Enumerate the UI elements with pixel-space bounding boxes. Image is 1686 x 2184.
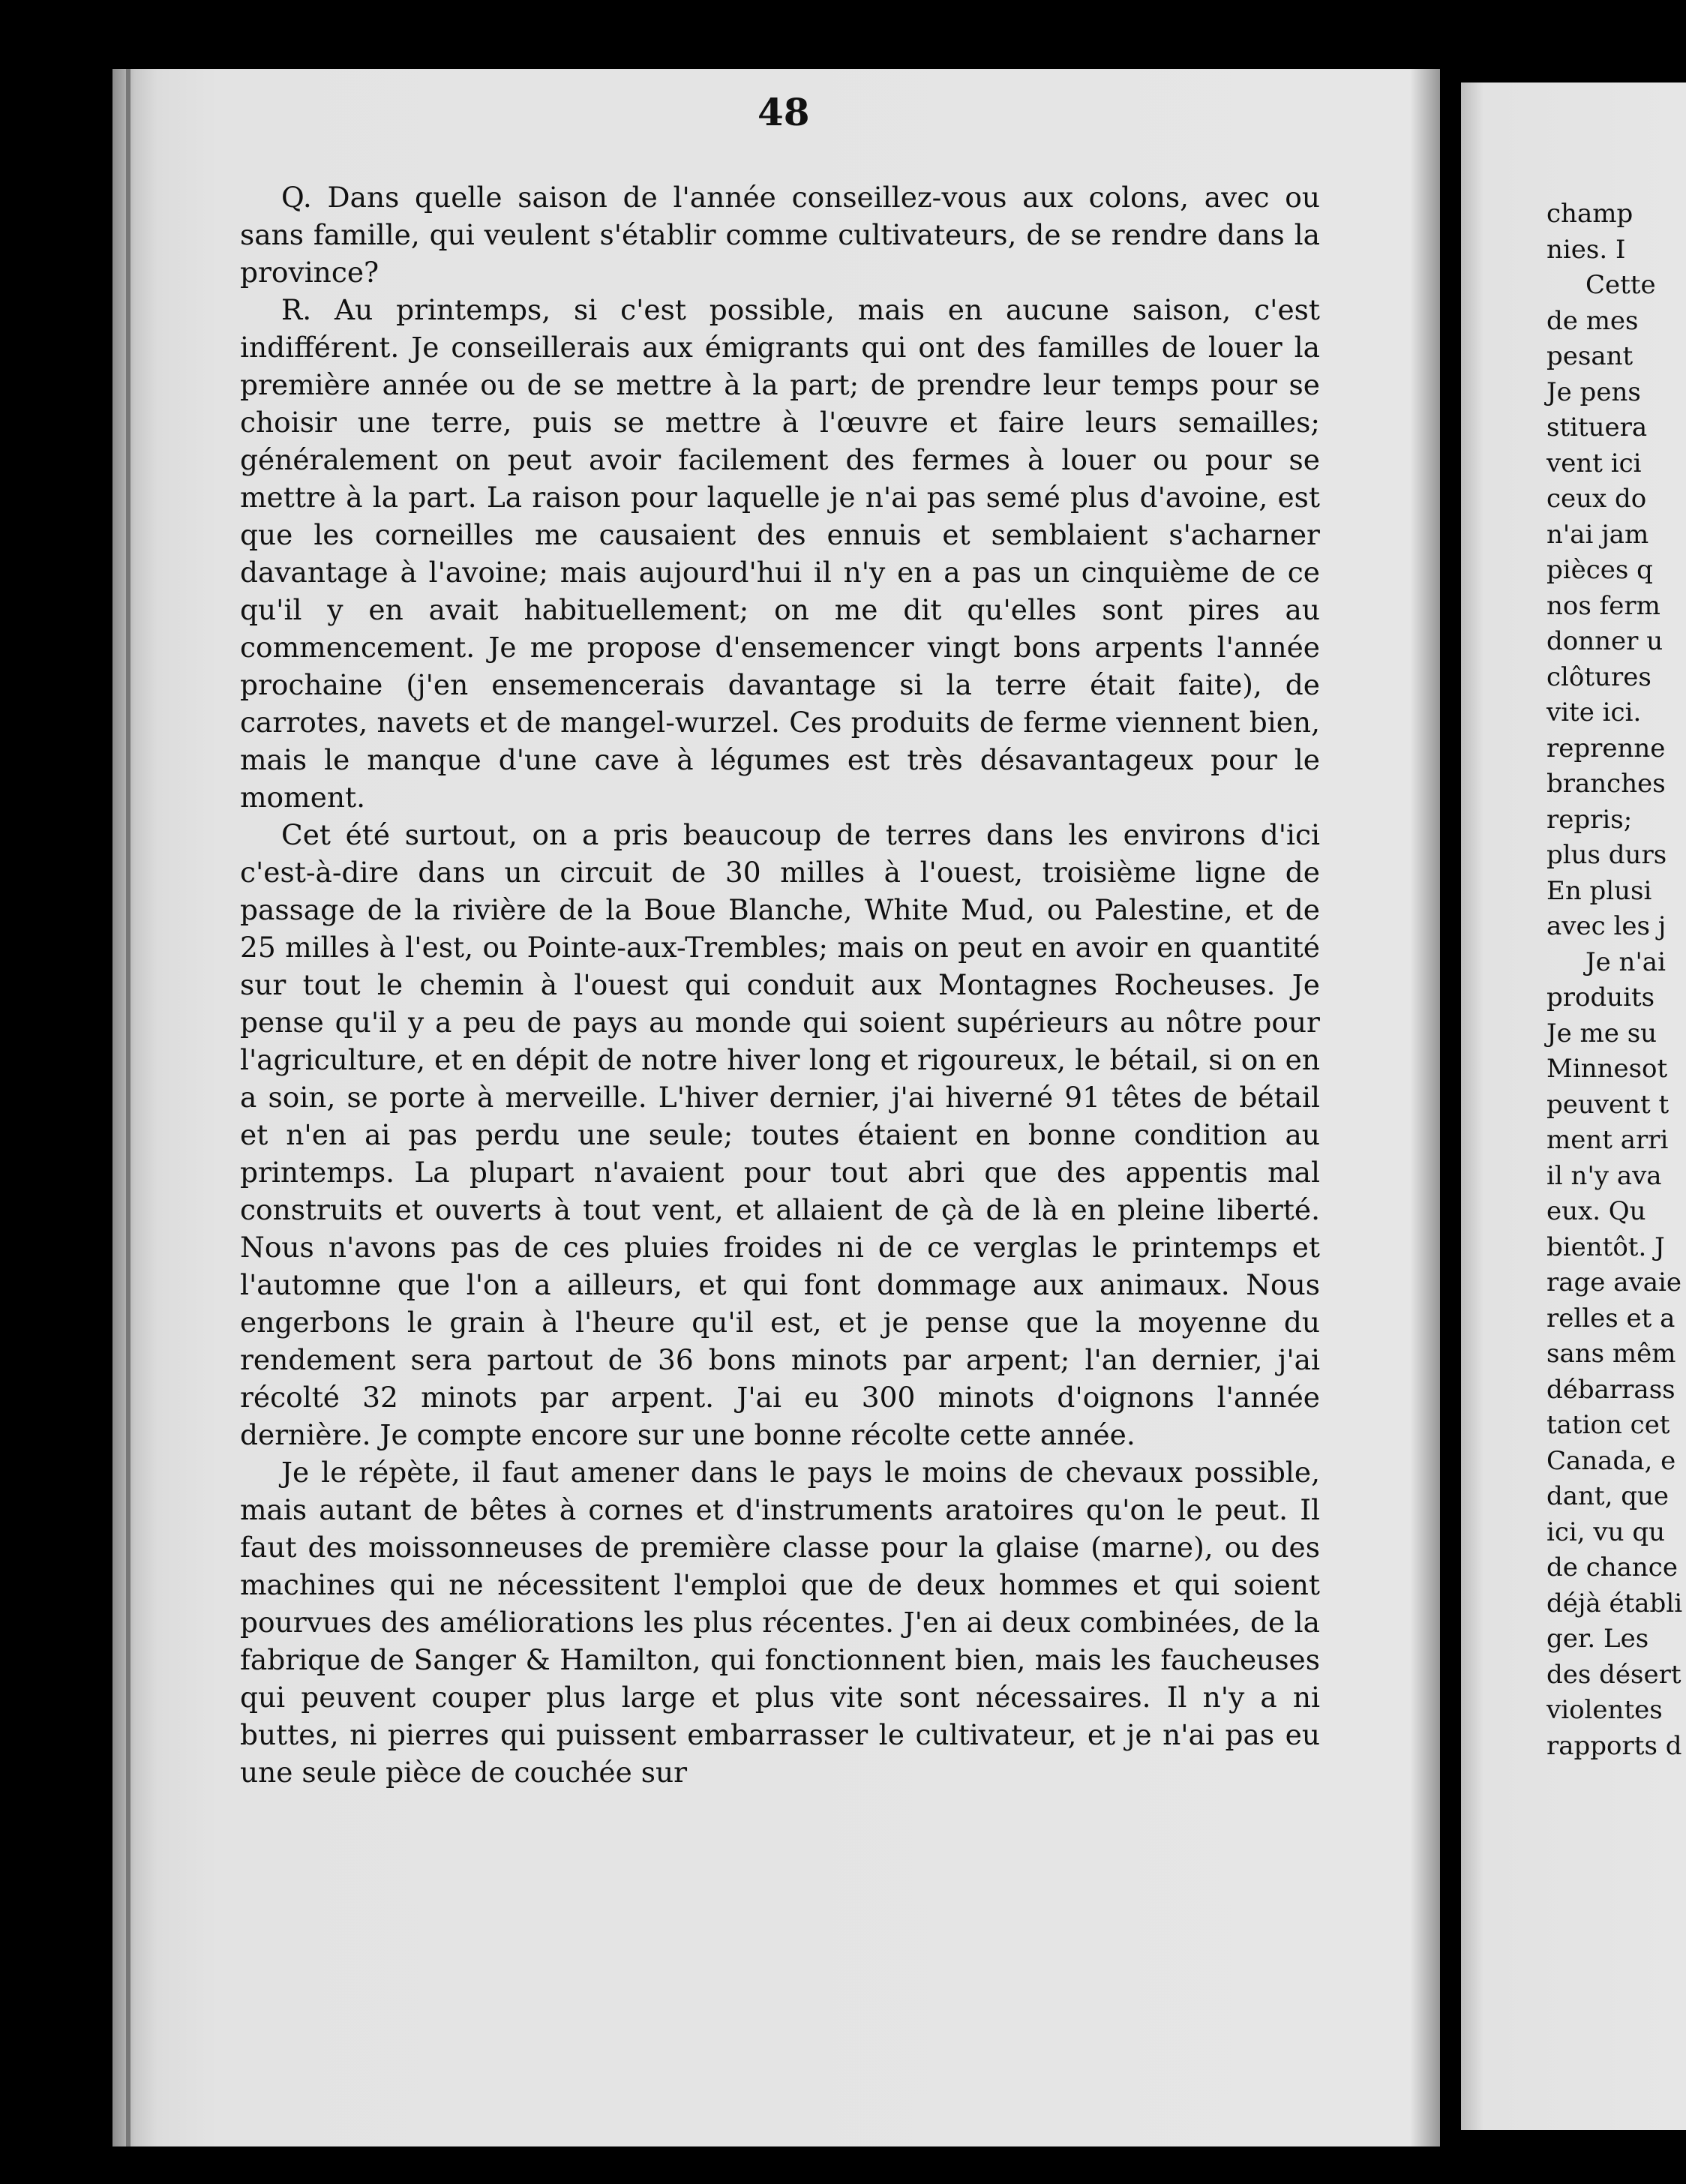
right-page-line: vite ici. xyxy=(1546,698,1642,728)
right-page-line: ici, vu qu xyxy=(1546,1516,1665,1547)
right-page-line: branches xyxy=(1546,769,1666,799)
right-page-line: dant, que xyxy=(1546,1481,1669,1511)
paragraph: Cet été surtout, on a pris beaucoup de terres dans les environs d'ici c'est-à-dire dans un circuit de 30 milles à l'ouest, troisième ligne de passage de la rivière de la Boue Blanche, White Mud, ou Palestine, et de 25 milles à l'est, ou Pointe-aux-Trembles; mais on peut en avoir en quantité sur tout le chemin à l'ouest qui conduit aux Montagnes Rocheuses. Je pense qu'il y a peu de pays au monde qui soient supérieurs au nôtre pour l'agriculture, et en dépit de notre hiver long et rigoureux, le bétail, si on en a soin, se porte à merveille. L'hiver dernier, j'ai hiverné 91 têtes de bétail et n'en ai pas perdu une seule; toutes étaient en bonne condition au printemps. La plupart n'avaient pour tout abri que des appentis mal construits et ouverts à tout vent, et allaient de çà de là en pleine liberté. Nous n'avons pas de ces pluies froides ni de ce verglas le printemps et l'automne que l'on a ailleurs, et qui font dommage aux animaux. Nous engerbons le grain à l'heure qu'il est, et je pense que la moyenne du rendement sera partout de 36 bons minots par arpent; l'an dernier, j'ai récolté 32 minots par arpent. J'ai eu 300 minots d'oignons l'année dernière. Je compte encore sur une bonne récolte cette année. xyxy=(240,818,1320,1451)
right-page-line: plus durs xyxy=(1546,840,1667,870)
right-page-line: sans mêm xyxy=(1546,1339,1676,1369)
right-page-line: rage avaie xyxy=(1546,1268,1682,1298)
right-page-line: En plusi xyxy=(1546,875,1652,906)
right-page-line: pesant xyxy=(1546,341,1634,371)
right-page-line: peuvent t xyxy=(1546,1089,1670,1120)
right-page-line: repris; xyxy=(1546,804,1633,835)
right-page-line: donner u xyxy=(1546,626,1664,656)
right-page-line: Je n'ai xyxy=(1586,946,1666,977)
right-page-line: n'ai jam xyxy=(1546,519,1649,550)
paragraph: Je le répète, il faut amener dans le pays le moins de chevaux possible, mais autant de bêtes à cornes et d'instruments aratoires qu'on le peut. Il faut des moissonneuses de première classe pour la glaise (marne), ou des machines qui ne nécessitent l'emploi que de deux hommes et qui soient pourvues des améliorations les plus récentes. J'en ai deux combinées, de la fabrique de Sanger & Hamilton, qui fonctionnent bien, mais les faucheuses qui peuvent couper plus large et plus vite sont nécessaires. Il n'y a ni buttes, ni pierres qui puissent embarrasser le cultivateur, et je n'ai pas eu une seule pièce de couchée sur xyxy=(240,1456,1320,1789)
right-page-line: bientôt. J xyxy=(1546,1232,1665,1262)
right-page-line: des désert xyxy=(1546,1659,1682,1690)
right-page-line: rapports d xyxy=(1546,1730,1682,1761)
page-number: 48 xyxy=(758,90,810,134)
right-page-line: produits xyxy=(1546,982,1655,1012)
right-page-line: il n'y ava xyxy=(1546,1160,1662,1191)
right-page-line: Je me su xyxy=(1546,1018,1658,1048)
right-page-line: avec les j xyxy=(1546,911,1666,941)
right-page-line: champ xyxy=(1546,199,1634,229)
right-page-line: nos ferm xyxy=(1546,590,1660,621)
right-page-line: violentes xyxy=(1546,1695,1663,1725)
right-page-line: Je pens xyxy=(1546,376,1641,407)
right-page-line: eux. Qu xyxy=(1546,1196,1646,1226)
right-page-line: nies. I xyxy=(1546,234,1626,265)
right-page-line: de mes xyxy=(1546,305,1639,336)
right-page-line: relles et a xyxy=(1546,1303,1676,1334)
right-page-line: ment arri xyxy=(1546,1125,1669,1155)
paragraph: R. Au printemps, si c'est possible, mais en aucune saison, c'est indifférent. Je conseillerais aux émigrants qui ont des familles de louer la première année ou de se mettre à la part; de prendre leur temps pour se choisir une terre, puis se mettre à l'œuvre et faire leurs semailles; généralement on peut avoir facilement des fermes à louer ou pour se mettre à la part. La raison pour laquelle je n'ai pas semé plus d'avoine, est que les corneilles me causaient des ennuis et semblaient s'acharner davantage à l'avoine; mais aujourd'hui il n'y en a pas un cinquième de ce qu'il y en avait habituellement; on me dit qu'elles sont pires au commencement. Je me propose d'ensemencer vingt bons arpents l'année prochaine (j'en ensemencerais davantage si la terre était faite), de carrotes, navets et de mangel-wurzel. Ces produits de ferme viennent bien, mais le manque d'une cave à légumes est très désavantageux pour le moment. xyxy=(240,293,1320,814)
right-page-line: Cette xyxy=(1586,270,1656,300)
right-page-line: vent ici xyxy=(1546,448,1642,478)
right-page-line: déjà établi xyxy=(1546,1588,1683,1618)
right-page-line: tation cet xyxy=(1546,1410,1670,1440)
right-page-line: stituera xyxy=(1546,412,1648,442)
right-page-line: Canada, e xyxy=(1546,1445,1676,1476)
right-page-line: pièces q xyxy=(1546,555,1653,585)
right-page-line: de chance xyxy=(1546,1552,1678,1582)
right-page-line: ger. Les xyxy=(1546,1624,1649,1654)
right-page-line: ceux do xyxy=(1546,484,1647,514)
right-page-line: Minnesot xyxy=(1546,1054,1668,1084)
left-page-text xyxy=(240,178,1320,1791)
right-page-line: clôtures xyxy=(1546,662,1652,692)
right-page-line: débarrass xyxy=(1546,1374,1676,1405)
right-page-line: reprenne xyxy=(1546,733,1666,764)
paragraph: Q. Dans quelle saison de l'année conseillez-vous aux colons, avec ou sans famille, qui veulent s'établir comme cultivateurs, de se rendre dans la province? xyxy=(240,181,1320,289)
right-page-text xyxy=(1546,196,1686,1764)
